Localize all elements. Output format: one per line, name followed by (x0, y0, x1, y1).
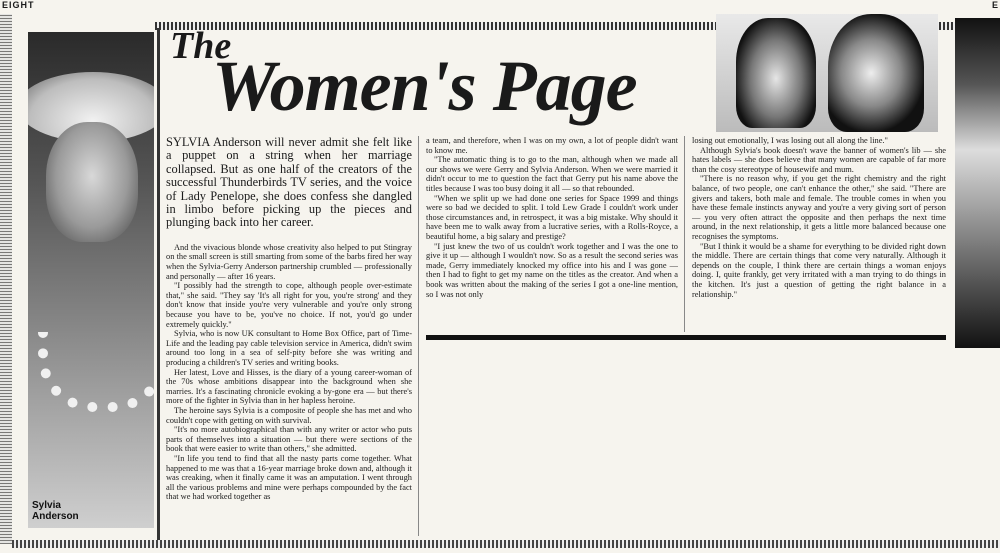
left-page-edge (0, 14, 12, 544)
article-paragraph: The heroine says Sylvia is a composite of people she has met and who couldn't cope with getting on with survival. (166, 405, 412, 425)
article-paragraph: Although Sylvia's book doesn't wave the banner of women's lib — she hates labels — she does believe that many women are capable of far more than the cosy stereotype of housewife and mum. (692, 145, 946, 174)
article-paragraph: "It's no more autobiographical than with any writer or actor who puts parts of themselves into a situation — but there were sections of the book that were easier to write than others," she admitted. (166, 425, 412, 454)
article-paragraph: "There is no reason why, if you get the right chemistry and the right balance, of two people, one can't enhance the other," she said. "There are givers and takers, both male and female. The trouble comes in when you have these female instincts anyway and you're a very giving sort of person — you very often attract the opposite and then perhaps the next time around, in the next relationship, it gets a little more balanced because one recognises the symptoms. (692, 174, 946, 241)
article-paragraph: a team, and therefore, when I was on my own, a lot of people didn't want to know me. (426, 136, 678, 155)
photo-face-shape (46, 122, 138, 242)
caption-line-2: Anderson (32, 511, 79, 522)
photo-caption (32, 500, 79, 522)
article-paragraph: "I just knew the two of us couldn't work together and I was the one to give it up — although I wouldn't now. So as a result the second series was made, Gerry immediately knocked my office into his and I was gone — then I had to fight to get my name on the titles as the creator. And when a book was written about the making of the series I got a one-line mention, so I was not only (426, 241, 678, 299)
article-paragraph: "The automatic thing is to go to the man, although when we made all our shows we were Gerry and Sylvia Anderson. When we were married it didn't occur to me to question the fact that Gerry put his name above the titles because I was too busy doing it all — so that rebounded. (426, 155, 678, 193)
column-rule (418, 136, 419, 536)
article-column-1 (166, 136, 412, 532)
sylvia-anderson-photo (28, 32, 154, 528)
column-divider (157, 28, 160, 546)
article-paragraph: Sylvia, who is now UK consultant to Home Box Office, part of Time-Life and the leading pay cable television service in America, didn't swim around too long in a sea of self-pity before she was writing and producing a children's TV series and writing books. (166, 329, 412, 367)
photo-woman-left (736, 18, 816, 128)
caption-line-1: Sylvia (32, 500, 61, 511)
article-lede: SYLVIA Anderson will never admit she felt like a puppet on a string when her marriage collapsed. But as one half of the creators of the successful Thunderbirds TV series, and the voice of Lady Penelope, she does confess she dangled in limbo before picking up the pieces and plunging back into her career. (166, 136, 412, 230)
photo-necklace-shape (38, 332, 154, 412)
article-paragraph: And the vivacious blonde whose creativity also helped to put Stingray on the small screen is still smarting from some of the barbs fired her way when the Sylvia-Gerry Anderson partnership crumbled — professionally and personally — after 16 years. (166, 242, 412, 281)
column-rule (684, 136, 685, 332)
article-column-2 (426, 136, 678, 332)
article-paragraph: "In life you tend to find that all the nasty parts come together. What happened to me was that a 16-year marriage broke down and, although it was creaking, when it finally came it was an amputation. I went through all the various problems and mine were perhaps compounded by the fact that we had worked together as (166, 453, 412, 502)
article-paragraph: losing out emotionally, I was losing out all along the line." (692, 136, 888, 145)
bottom-border (12, 540, 1000, 548)
masthead-title: Women's Page (212, 46, 637, 126)
two-women-photo (716, 14, 938, 132)
page-folio-right: E (991, 0, 998, 10)
article-paragraph: "But I think it would be a shame for everything to be divided right down the middle. There are certain things that come very naturally. Although it depends on the couple, I think there are certain things a woman enjoys doing. I, quite frankly, get very irritated with a man trying to do things in the kitchen. It's just a question of getting the right balance in a relationship." (692, 241, 946, 299)
article-paragraph: "When we split up we had done one series for Space 1999 and things were so bad we decided to split. I told Lew Grade I couldn't work under those circumstances and, in retrospect, it was a big mistake. Why should it have been me to walk away from a lucrative series, with a Rolls-Royce, a beautiful home, a big salary and prestige? (426, 193, 678, 241)
masthead-the: The (170, 25, 232, 67)
article-paragraph: Her latest, Love and Hisses, is the diary of a young career-woman of the 70s whose ambitions disappear into the background when she marries. It's a fascinating chronicle evoking a by-gone era — but there's more of the fighter in Sylvia than in her hapless heroine. (166, 367, 412, 406)
article-column-3 (692, 136, 946, 332)
article-paragraph: "I possibly had the strength to cope, although people over-estimate that," she said. "They say 'It's all right for you, you're strong' and they don't know that inside you're very vulnerable and you're only strong because you have to be, you've no choice. If not, you'd go under extremely quickly." (166, 281, 412, 329)
photo-woman-right (828, 14, 924, 132)
article-end-rule (426, 335, 946, 340)
page-folio: EIGHT (2, 0, 35, 10)
adjacent-photo-edge (955, 18, 1000, 348)
